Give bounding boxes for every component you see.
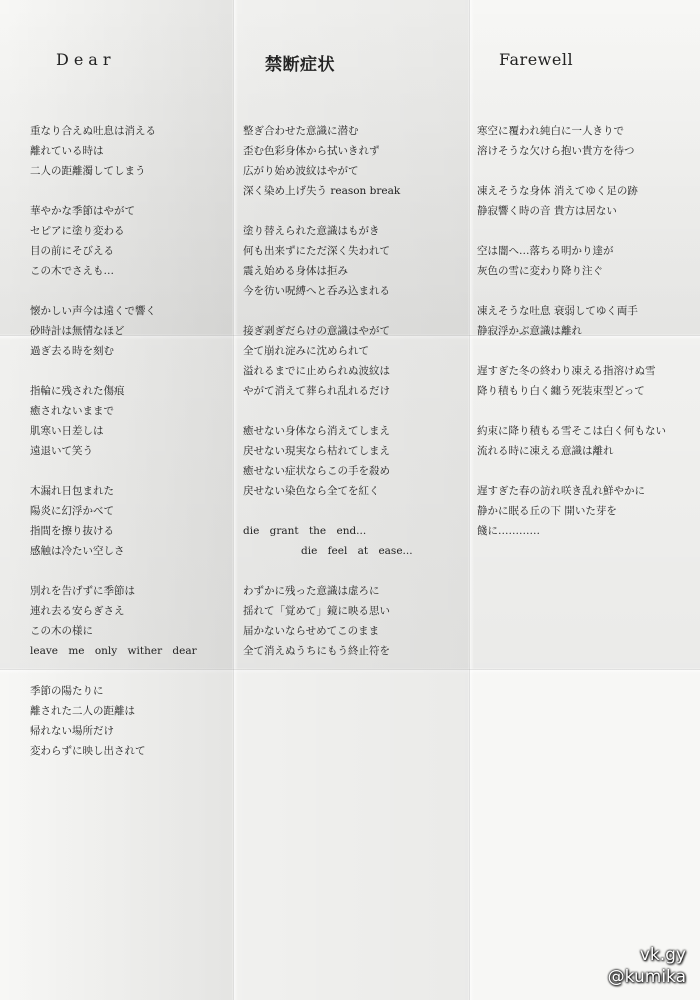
lyric-line: 癒せない身体なら消えてしまえ — [243, 425, 390, 437]
lyric-line: 過ぎ去る時を刻む — [30, 345, 114, 357]
lyric-line: 今を彷い呪縛へと呑み込まれる — [243, 285, 390, 297]
lyric-line: 約束に降り積もる雪そこは白く何もない — [477, 425, 666, 437]
lyric-line: 届かないならせめてこのまま — [243, 625, 380, 637]
lyric-line: 溶けそうな欠けら抱い貴方を待つ — [477, 145, 635, 157]
lyric-line: 何も出来ずにただ深く失われて — [243, 245, 390, 257]
lyric-line: やがて消えて葬られ乱れるだけ — [243, 385, 390, 397]
lyric-line: この木の様に — [30, 625, 93, 637]
lyric-line: leave me only wither dear — [30, 645, 197, 657]
lyric-line: この木でさえも… — [30, 265, 114, 277]
stanza — [243, 521, 413, 561]
fold-line-vertical — [469, 0, 470, 1000]
song-title: 禁断症状 — [265, 55, 335, 75]
lyric-line: 癒されないままで — [30, 405, 114, 417]
watermark-handle: @kumika — [607, 967, 686, 987]
stanza — [243, 581, 413, 661]
lyric-line: 華やかな季節はやがて — [30, 205, 135, 217]
stanza — [30, 121, 197, 181]
stanza — [477, 241, 666, 281]
stanza — [477, 121, 666, 161]
lyric-line: 木漏れ日包まれた — [30, 485, 114, 497]
stanza — [477, 361, 666, 401]
lyric-line: 変わらずに映し出されて — [30, 745, 146, 757]
lyric-line: 遅すぎた春の訪れ咲き乱れ鮮やかに — [477, 485, 645, 497]
lyric-line: 震え始める身体は拒み — [243, 265, 348, 277]
lyric-line: die feel at ease... — [301, 545, 413, 557]
lyric-line: 溢れるまでに止められぬ波紋は — [243, 365, 390, 377]
lyric-line: 凍えそうな身体 消えてゆく足の跡 — [477, 185, 638, 197]
stanza — [477, 301, 666, 341]
lyric-line: 指輪に残された傷痕 — [30, 385, 125, 397]
lyric-line: 流れる時に凍える意識は離れ — [477, 445, 614, 457]
stanza-list — [243, 121, 413, 681]
lyric-line: 遠退いて笑う — [30, 445, 93, 457]
lyric-line: 遅すぎた冬の終わり凍える指溶けぬ雪 — [477, 365, 656, 377]
stanza-list — [30, 121, 197, 781]
lyric-line: 静寂浮かぶ意識は離れ — [477, 325, 582, 337]
lyric-line: 肌寒い日差しは — [30, 425, 104, 437]
lyric-line: 寒空に覆われ純白に一人きりで — [477, 125, 624, 137]
lyric-line: 接ぎ剥ぎだらけの意識はやがて — [243, 325, 390, 337]
stanza — [30, 481, 197, 561]
lyric-line: 揺れて「覚めて」鏡に映る思い — [243, 605, 390, 617]
song-title: Dear — [56, 50, 116, 69]
lyric-line: 整ぎ合わせた意識に潜む — [243, 125, 359, 137]
lyric-line: 戻せない染色なら全てを紅く — [243, 485, 380, 497]
lyric-line: 凍えそうな吐息 衰弱してゆく両手 — [477, 305, 638, 317]
lyric-line: 静寂響く時の音 貴方は居ない — [477, 205, 617, 217]
lyric-line: セピアに塗り変わる — [30, 225, 125, 237]
stanza — [477, 181, 666, 221]
lyric-line: 降り積もり白く纏う死装束型どって — [477, 385, 645, 397]
lyric-line: 離れている時は — [30, 145, 104, 157]
lyric-line: 戻せない現実なら枯れてしまえ — [243, 445, 390, 457]
stanza — [30, 581, 197, 661]
lyric-line: 目の前にそびえる — [30, 245, 114, 257]
lyric-line: 連れ去る安らぎさえ — [30, 605, 125, 617]
stanza — [243, 121, 413, 201]
lyric-line: 静かに眠る丘の下 開いた芽を — [477, 505, 617, 517]
lyric-line: 二人の距離濁してしまう — [30, 165, 146, 177]
stanza — [477, 481, 666, 541]
stanza — [243, 321, 413, 401]
lyric-line: 指間を擦り抜ける — [30, 525, 114, 537]
lyric-line: 深く染め上げ失う reason break — [243, 185, 401, 197]
lyric-line: 帰れない場所だけ — [30, 725, 114, 737]
lyric-line: 懐かしい声今は遠くで響く — [30, 305, 156, 317]
lyric-line: 癒せない症状ならこの手を殺め — [243, 465, 390, 477]
song-title: Farewell — [499, 50, 574, 69]
stanza — [243, 421, 413, 501]
lyric-line: 空は闇へ…落ちる明かり達が — [477, 245, 614, 257]
lyric-line: 陽炎に幻浮かべて — [30, 505, 114, 517]
lyric-line: 塗り替えられた意識はもがき — [243, 225, 380, 237]
lyric-line: 広がり始め波紋はやがて — [243, 165, 359, 177]
lyric-line: 灰色の雪に変わり降り注ぐ — [477, 265, 603, 277]
stanza — [30, 681, 197, 761]
watermark-site: vk.gy — [639, 945, 686, 965]
stanza-list — [477, 121, 666, 561]
lyric-line: 砂時計は無情なほど — [30, 325, 125, 337]
stanza — [243, 221, 413, 301]
watermark — [608, 944, 686, 988]
lyric-line: 感触は冷たい空しさ — [30, 545, 125, 557]
lyric-line: 全て崩れ淀みに沈められて — [243, 345, 369, 357]
lyric-line: 餞に………… — [477, 525, 540, 537]
lyric-line: わずかに残った意識は虚ろに — [243, 585, 380, 597]
fold-line-vertical — [233, 0, 234, 1000]
stanza — [30, 301, 197, 361]
stanza — [30, 381, 197, 461]
lyric-line: die grant the end... — [243, 525, 367, 537]
lyric-line: 歪む色彩身体から拭いきれず — [243, 145, 380, 157]
lyric-line: 全て消えぬうちにもう終止符を — [243, 645, 390, 657]
stanza — [30, 201, 197, 281]
stanza — [477, 421, 666, 461]
lyric-line: 別れを告げずに季節は — [30, 585, 135, 597]
lyric-line: 離された二人の距離は — [30, 705, 135, 717]
lyric-line: 重なり合えぬ吐息は消える — [30, 125, 156, 137]
lyric-line: 季節の陽たりに — [30, 685, 104, 697]
